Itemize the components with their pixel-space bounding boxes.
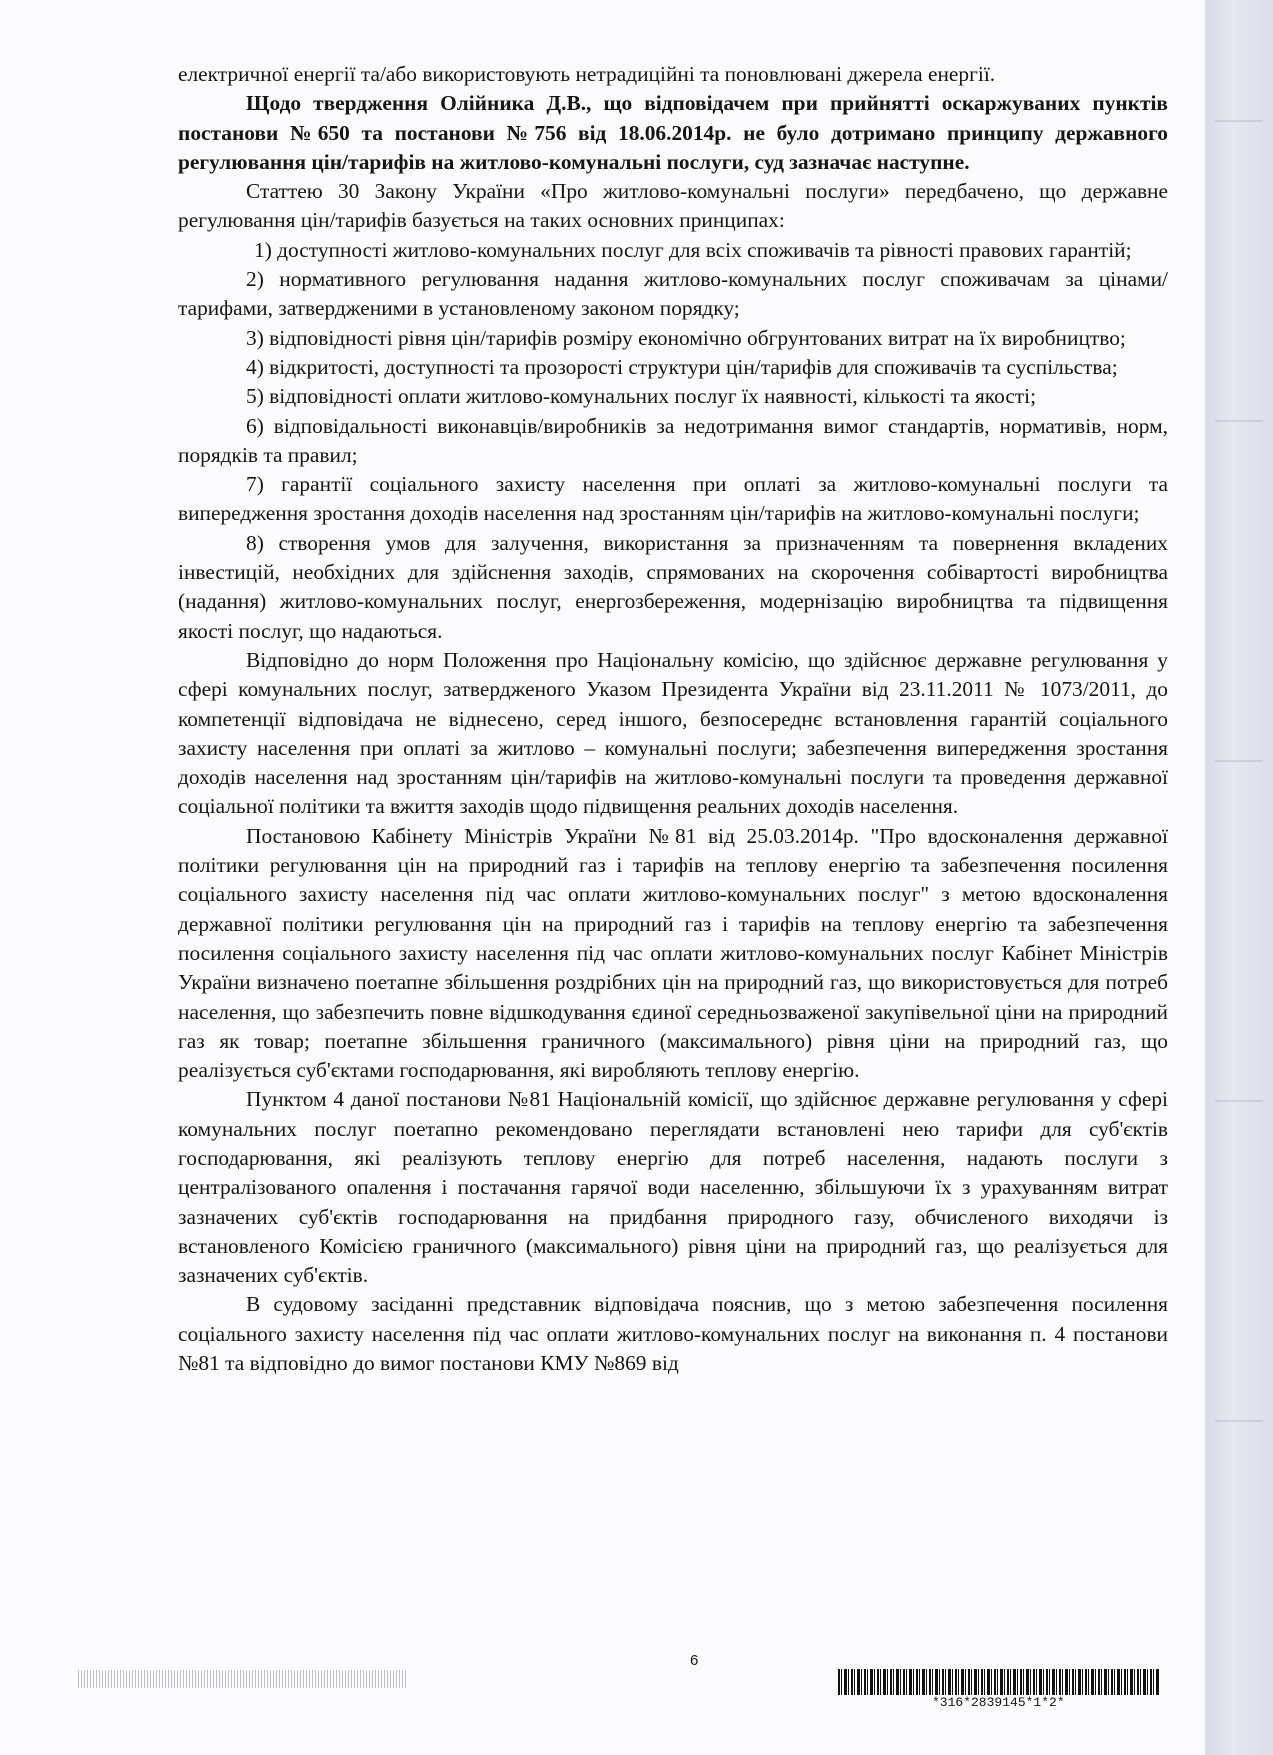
bleed-line — [1215, 1100, 1263, 1102]
list-item-7: 7) гарантії соціального захисту населення при оплаті за житлово-комунальні послуги та випередження зростання доходів населення над зростанням цін/тарифів на житлово-комунальні послуги; — [178, 472, 1168, 526]
paragraph: Статтею 30 Закону України «Про житлово-комунальні послуги» передбачено, що державне регулювання цін/тарифів базується на таких основних принципах: — [178, 179, 1168, 233]
document-body — [178, 60, 1168, 1378]
barcode-text: *316*2839145*1*2* — [932, 1695, 1065, 1710]
list-item-2: 2) нормативного регулювання надання житлово-комунальних послуг споживачам за цінами/тарифами, затвердженими в установленому законом порядку; — [178, 267, 1168, 321]
list-item-3: 3) відповідності рівня цін/тарифів розміру економічно обгрунтованих витрат на їх виробництво; — [246, 325, 1126, 350]
list-item-8: 8) створення умов для залучення, використання за призначенням та повернення вкладених інвестицій, необхідних для здійснення заходів, спрямованих на скорочення собівартості виробництва (надання) житлово-комунальних послуг, енергозбереження, модернізацію виробництва та підвищення якості послуг, що надаються. — [178, 530, 1168, 643]
barcode — [838, 1669, 1160, 1695]
scan-bleed-strip — [78, 1670, 408, 1688]
paragraph-continuation: електричної енергії та/або використовують нетрадиційні та поновлювані джерела енергії. — [178, 62, 996, 86]
paragraph: В судовому засіданні представник відповідача пояснив, що з метою забезпечення посилення соціального захисту населення під час оплати житлово-комунальних послуг на виконання п. 4 постанови №81 та відповідно до вимог постанови КМУ №869 від — [178, 1292, 1168, 1376]
paragraph: Постановою Кабінету Міністрів України №81 від 25.03.2014р. "Про вдосконалення державної політики регулювання цін на природний газ і тарифів на теплову енергію та забезпечення посилення соціального захисту населення під час оплати житлово-комунальних послуг" з метою вдосконалення державної політики регулювання цін на природний газ і тарифів на теплову енергію та забезпечення посилення соціального захисту населення під час оплати житлово-комунальних послуг Кабінет Міністрів України визначено поетапне збільшення роздрібних цін на природний газ, що використовується для потреб населення, що забезпечить повне відшкодування єдиної середньозваженої закупівельної ціни на природний газ як товар; поетапне збільшення граничного (максимального) рівня ціни на природний газ, що реалізується суб'єктами господарювання, які виробляють теплову енергію. — [178, 823, 1168, 1083]
list-item-4: 4) відкритості, доступності та прозорості структури цін/тарифів для споживачів та суспільства; — [246, 354, 1118, 379]
next-page-edge — [1205, 0, 1273, 1755]
list-item-6: 6) відповідальності виконавців/виробників за недотримання вимог стандартів, нормативів, норм, порядків та правил; — [178, 413, 1168, 467]
bleed-line — [1215, 420, 1263, 422]
paragraph: Пунктом 4 даної постанови №81 Національній комісії, що здійснює державне регулювання у сфері комунальних послуг поетапно рекомендовано переглядати встановлені нею тарифи для суб'єктів господарювання, які реалізують теплову енергію для потреб населення, надають послуги з централізованого опалення і постачання гарячої води населенню, збільшуючи їх з урахуванням витрат зазначених суб'єктів господарювання на придбання природного газу, обчисленого виходячи із встановленого Комісією граничного (максимального) рівня ціни на природний газ, що реалізується для зазначених суб'єктів. — [178, 1087, 1168, 1288]
paragraph-heading-bold: Щодо твердження Олійника Д.В., що відповідачем при прийнятті оскаржуваних пунктів постанови №650 та постанови №756 від 18.06.2014р. не було дотримано принципу державного регулювання цін/тарифів на житлово-комунальні послуги, суд зазначає наступне. — [178, 91, 1168, 174]
bleed-line — [1215, 120, 1263, 122]
bleed-line — [1215, 1420, 1263, 1422]
bleed-line — [1215, 760, 1263, 762]
page-number: 6 — [690, 1652, 699, 1669]
paragraph: Відповідно до норм Положення про Національну комісію, що здійснює державне регулювання у сфері комунальних послуг, затвердженого Указом Президента України від 23.11.2011 № 1073/2011, до компетенції відповідача не віднесено, серед іншого, безпосереднє встановлення гарантій соціального захисту населення при оплаті за житлово – комунальні послуги; забезпечення випередження зростання доходів населення над зростанням цін/тарифів на житлово-комунальні послуги та проведення державної соціальної політики та вжиття заходів щодо підвищення реальних доходів населення. — [178, 647, 1168, 819]
list-item-1: 1) доступності житлово-комунальних послуг для всіх споживачів та рівності правових гарантій; — [254, 237, 1132, 262]
list-item-5: 5) відповідності оплати житлово-комунальних послуг їх наявності, кількості та якості; — [246, 384, 1037, 409]
